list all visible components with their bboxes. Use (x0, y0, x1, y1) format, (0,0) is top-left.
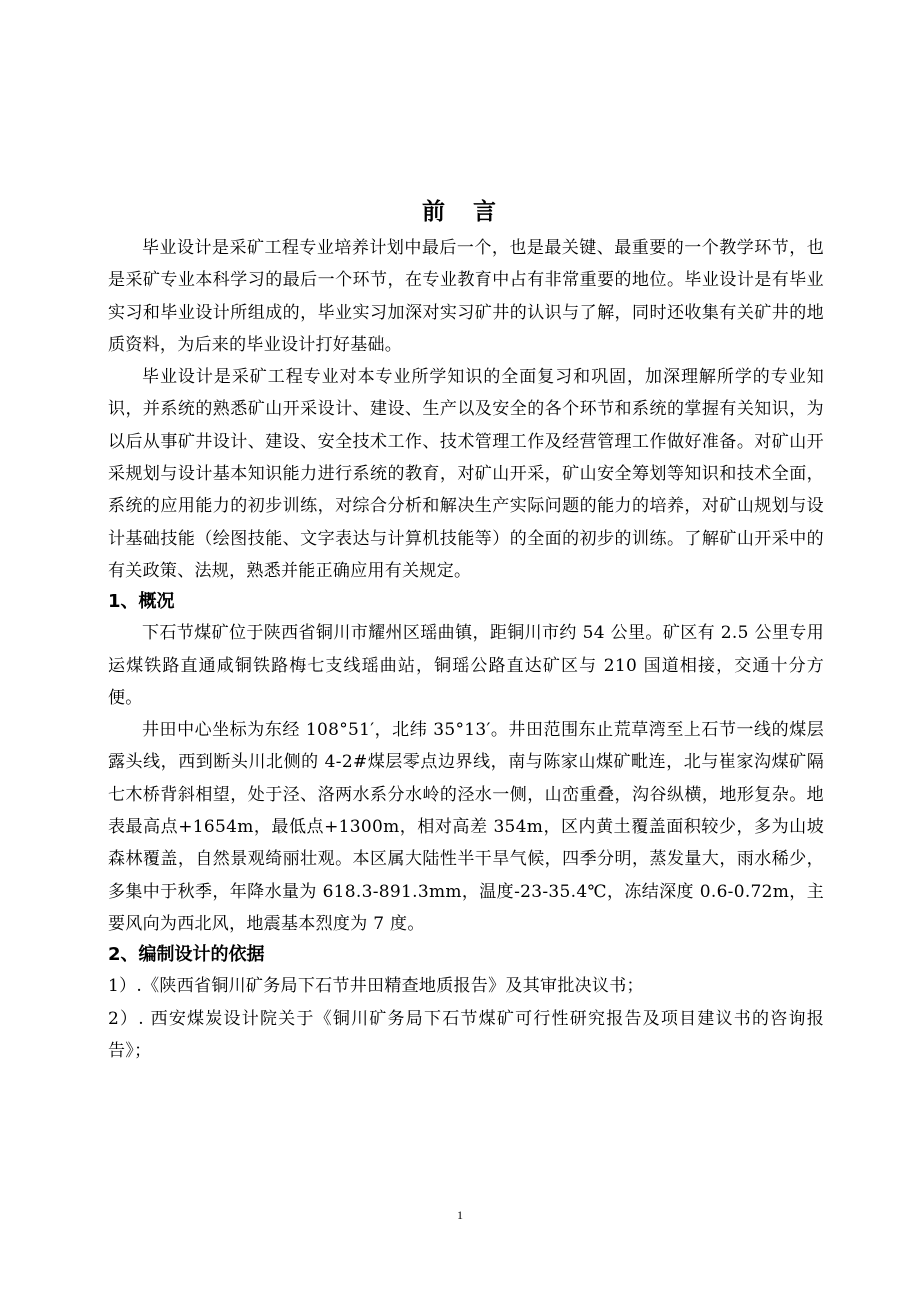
basis-item-1: 1）.《陕西省铜川矿务局下石节井田精查地质报告》及其审批决议书； (108, 976, 644, 997)
intro-paragraph-2: 毕业设计是采矿工程专业对本专业所学知识的全面复习和巩固，加深理解所学的专业知识，并系统的熟悉矿山开采设计、建设、生产以及安全的各个环节和系统的掌握有关知识，为以后从事矿井设计、建设、安全技术工作、技术管理工作及经营管理工作做好准备。对矿山开采规划与设计基本知识能力进行系统的教育，对矿山开采，矿山安全筹划等知识和技术全面，系统的应用能力的初步训练，对综合分析和解决生产实际问题的能力的培养，对矿山规划与设计基础技能（绘图技能、文字表达与计算机技能等）的全面的初步的训练。了解矿山开采中的有关政策、法规，熟悉并能正确应用有关规定。 (108, 367, 824, 581)
basis-item-2: 2）. 西安煤炭设计院关于《铜川矿务局下石节煤矿可行性研究报告及项目建议书的咨询报告》； (108, 1008, 824, 1061)
section-heading-basis: 2、编制设计的依据 (108, 944, 265, 966)
overview-paragraph-1: 下石节煤矿位于陕西省铜川市耀州区瑶曲镇，距铜川市约 54 公里。矿区有 2.5 公里专用运煤铁路直通咸铜铁路梅七支线瑶曲站，铜瑶公路直达矿区与 210 国道相接，交通十分方便。 (108, 623, 824, 708)
intro-paragraph-1: 毕业设计是采矿工程专业培养计划中最后一个，也是最关键、最重要的一个教学环节，也是采矿专业本科学习的最后一个环节，在专业教育中占有非常重要的地位。毕业设计是有毕业实习和毕业设计所组成的，毕业实习加深对实习矿井的认识与了解，同时还收集有关矿井的地质资料，为后来的毕业设计打好基础。 (108, 238, 824, 355)
title-char-1: 前 (422, 199, 447, 225)
section-heading-overview: 1、概况 (108, 591, 175, 613)
overview-paragraph-2: 井田中心坐标为东经 108°51′，北纬 35°13′。井田范围东止荒草湾至上石节一线的煤层露头线，西到断头川北侧的 4-2#煤层零点边界线，南与陈家山煤矿毗连，北与崔家沟煤矿隔七木桥背斜相望，处于泾、洛两水系分水岭的泾水一侧，山峦重叠，沟谷纵横，地形复杂。地表最高点+1654m，最低点+1300m，相对高差 354m，区内黄土覆盖面积较少，多为山坡森林覆盖，自然景观绮丽壮观。本区属大陆性半干旱气候，四季分明，蒸发量大，雨水稀少，多集中于秋季，年降水量为 618.3-891.3mm，温度-23-35.4℃，冻结深度 0.6-0.72m，主要风向为西北风，地震基本烈度为 7 度。 (108, 720, 824, 934)
title-char-2: 言 (473, 199, 498, 225)
page-title (0, 196, 920, 228)
page-number: 1 (457, 1208, 463, 1222)
document-body (108, 232, 824, 1067)
